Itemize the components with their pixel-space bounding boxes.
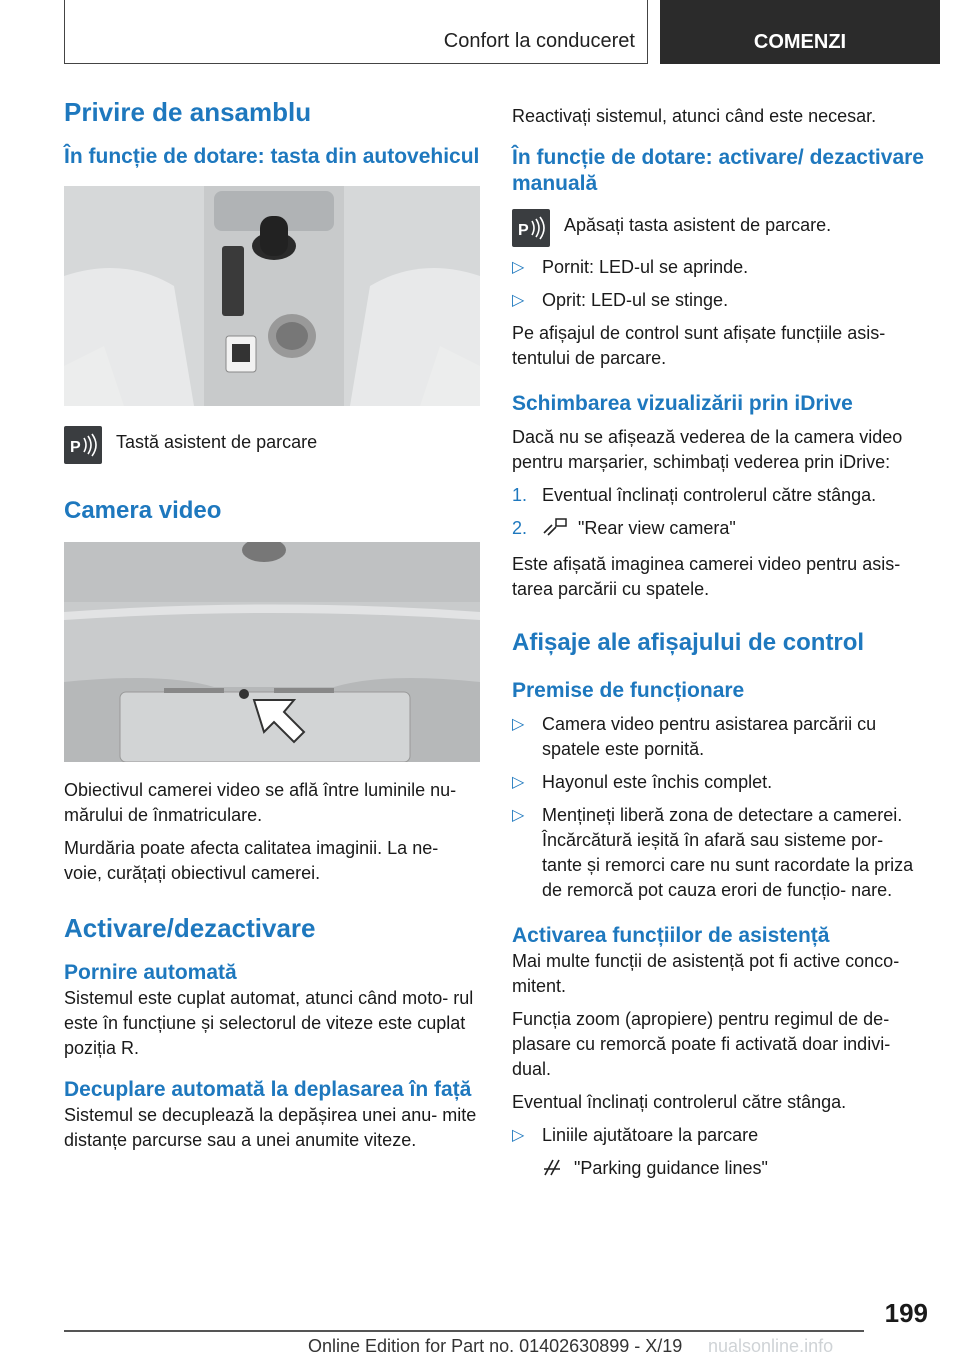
header-section-title: Confort la conduceret <box>443 30 635 52</box>
rear-camera-icon <box>542 517 568 544</box>
header-chapter-tab: COMENZI <box>660 0 940 64</box>
assist-text-3: Eventual înclinați controlerul către stânga. <box>512 1092 847 1112</box>
right-column <box>512 104 928 1184</box>
idrive-result-text: Este afișată imaginea camerei video pentru asis- tarea parcării cu spatele. <box>512 554 901 599</box>
heading-button-in-vehicle: În funcție de dotare: tasta din autovehicul <box>64 145 480 168</box>
running-header <box>64 0 648 64</box>
heading-auto-off: Decuplare automată la deplasarea în față <box>64 1078 472 1101</box>
list-item: ▷ Liniile ajutătoare la parcare <box>512 1123 928 1148</box>
list-item: ▷ Mențineți liberă zona de detectare a camerei. Încărcătură ieșită în afară sau sisteme por- tante și remorci care nu sunt racordate la priza de remorcă pot cauza erori de funcțio- nare. <box>512 805 914 900</box>
heading-assist: Activarea funcțiilor de asistență <box>512 924 830 947</box>
footer-divider <box>64 1330 864 1332</box>
center-console-illustration <box>64 186 480 406</box>
reactivate-text: Reactivați sistemul, atunci când este necesar. <box>512 106 877 126</box>
assist-list <box>512 1123 928 1148</box>
manual-list <box>512 255 928 313</box>
triangle-bullet-icon: ▷ <box>512 292 525 309</box>
svg-text:P: P <box>70 439 81 456</box>
triangle-bullet-icon: ▷ <box>512 716 525 733</box>
heading-overview: Privire de ansamblu <box>64 97 312 127</box>
list-item: ▷ Camera video pentru asistarea parcării cu spatele este pornită. <box>512 714 877 759</box>
parking-assist-button-icon <box>512 209 550 247</box>
triangle-bullet-icon: ▷ <box>512 259 525 276</box>
heading-prerequisites: Premise de funcționare <box>512 679 745 702</box>
press-button-row <box>512 209 928 247</box>
footer-edition: Online Edition for Part no. 01402630899 - X/19 <box>308 1336 683 1356</box>
auto-on-text: Sistemul este cuplat automat, atunci când moto- rul este în funcțiune și selectorul de viteze este cuplat poziția R. <box>64 988 474 1058</box>
page-number: 199 <box>884 1298 928 1328</box>
button-caption-row <box>64 426 480 464</box>
camera-text-1: Obiectivul camerei video se află între luminile nu- mărului de înmatriculare. <box>64 780 457 825</box>
rear-camera-illustration <box>64 542 480 762</box>
auto-off-text: Sistemul se decuplează la depășirea unei anu- mite distanțe parcurse sau a unei anumite viteze. <box>64 1105 477 1150</box>
button-caption: Tastă asistent de parcare <box>116 432 318 452</box>
parking-assist-button-icon <box>64 426 102 464</box>
footer-watermark: nualsonline.info <box>708 1336 834 1356</box>
assist-text-1: Mai multe funcții de asistență pot fi active conco- mitent. <box>512 951 900 996</box>
assist-menu-entry: "Parking guidance lines" <box>512 1156 928 1184</box>
heading-manual: În funcție de dotare: activare/ dezactivare manuală <box>512 146 924 195</box>
heading-idrive: Schimbarea vizualizării prin iDrive <box>512 392 853 415</box>
prereq-list <box>512 712 928 903</box>
parking-lines-icon <box>542 1157 564 1184</box>
list-item: 2. "Rear view camera" <box>512 516 928 544</box>
list-item: ▷ Hayonul este închis complet. <box>512 770 928 795</box>
heading-display: Afișaje ale afișajului de control <box>512 629 865 656</box>
list-item: 1. Eventual înclinați controlerul către stânga. <box>512 485 877 505</box>
camera-photo <box>64 542 480 762</box>
heading-camera: Camera video <box>64 497 222 524</box>
idrive-text: Dacă nu se afișează vederea de la camera video pentru marșarier, schimbați vederea prin iDrive: <box>512 427 903 472</box>
list-item: ▷ Pornit: LED-ul se aprinde. <box>512 255 928 280</box>
heading-activation: Activare/dezactivare <box>64 913 316 943</box>
triangle-bullet-icon: ▷ <box>512 1127 525 1144</box>
svg-text:P: P <box>518 222 529 239</box>
console-photo <box>64 186 480 406</box>
left-column <box>64 96 480 1153</box>
camera-text-2: Murdăria poate afecta calitatea imaginii. La ne- voie, curățați obiectivul camerei. <box>64 838 439 883</box>
display-text: Pe afișajul de control sunt afișate funcțiile asis- tentului de parcare. <box>512 323 886 368</box>
triangle-bullet-icon: ▷ <box>512 807 525 824</box>
assist-text-2: Funcția zoom (apropiere) pentru regimul de de- plasare cu remorcă poate fi activată doar indivi- dual. <box>512 1009 891 1079</box>
triangle-bullet-icon: ▷ <box>512 774 525 791</box>
list-item: ▷ Oprit: LED-ul se stinge. <box>512 288 928 313</box>
press-button-text: Apăsați tasta asistent de parcare. <box>564 215 832 235</box>
heading-auto-on: Pornire automată <box>64 961 237 984</box>
idrive-steps <box>512 483 928 544</box>
